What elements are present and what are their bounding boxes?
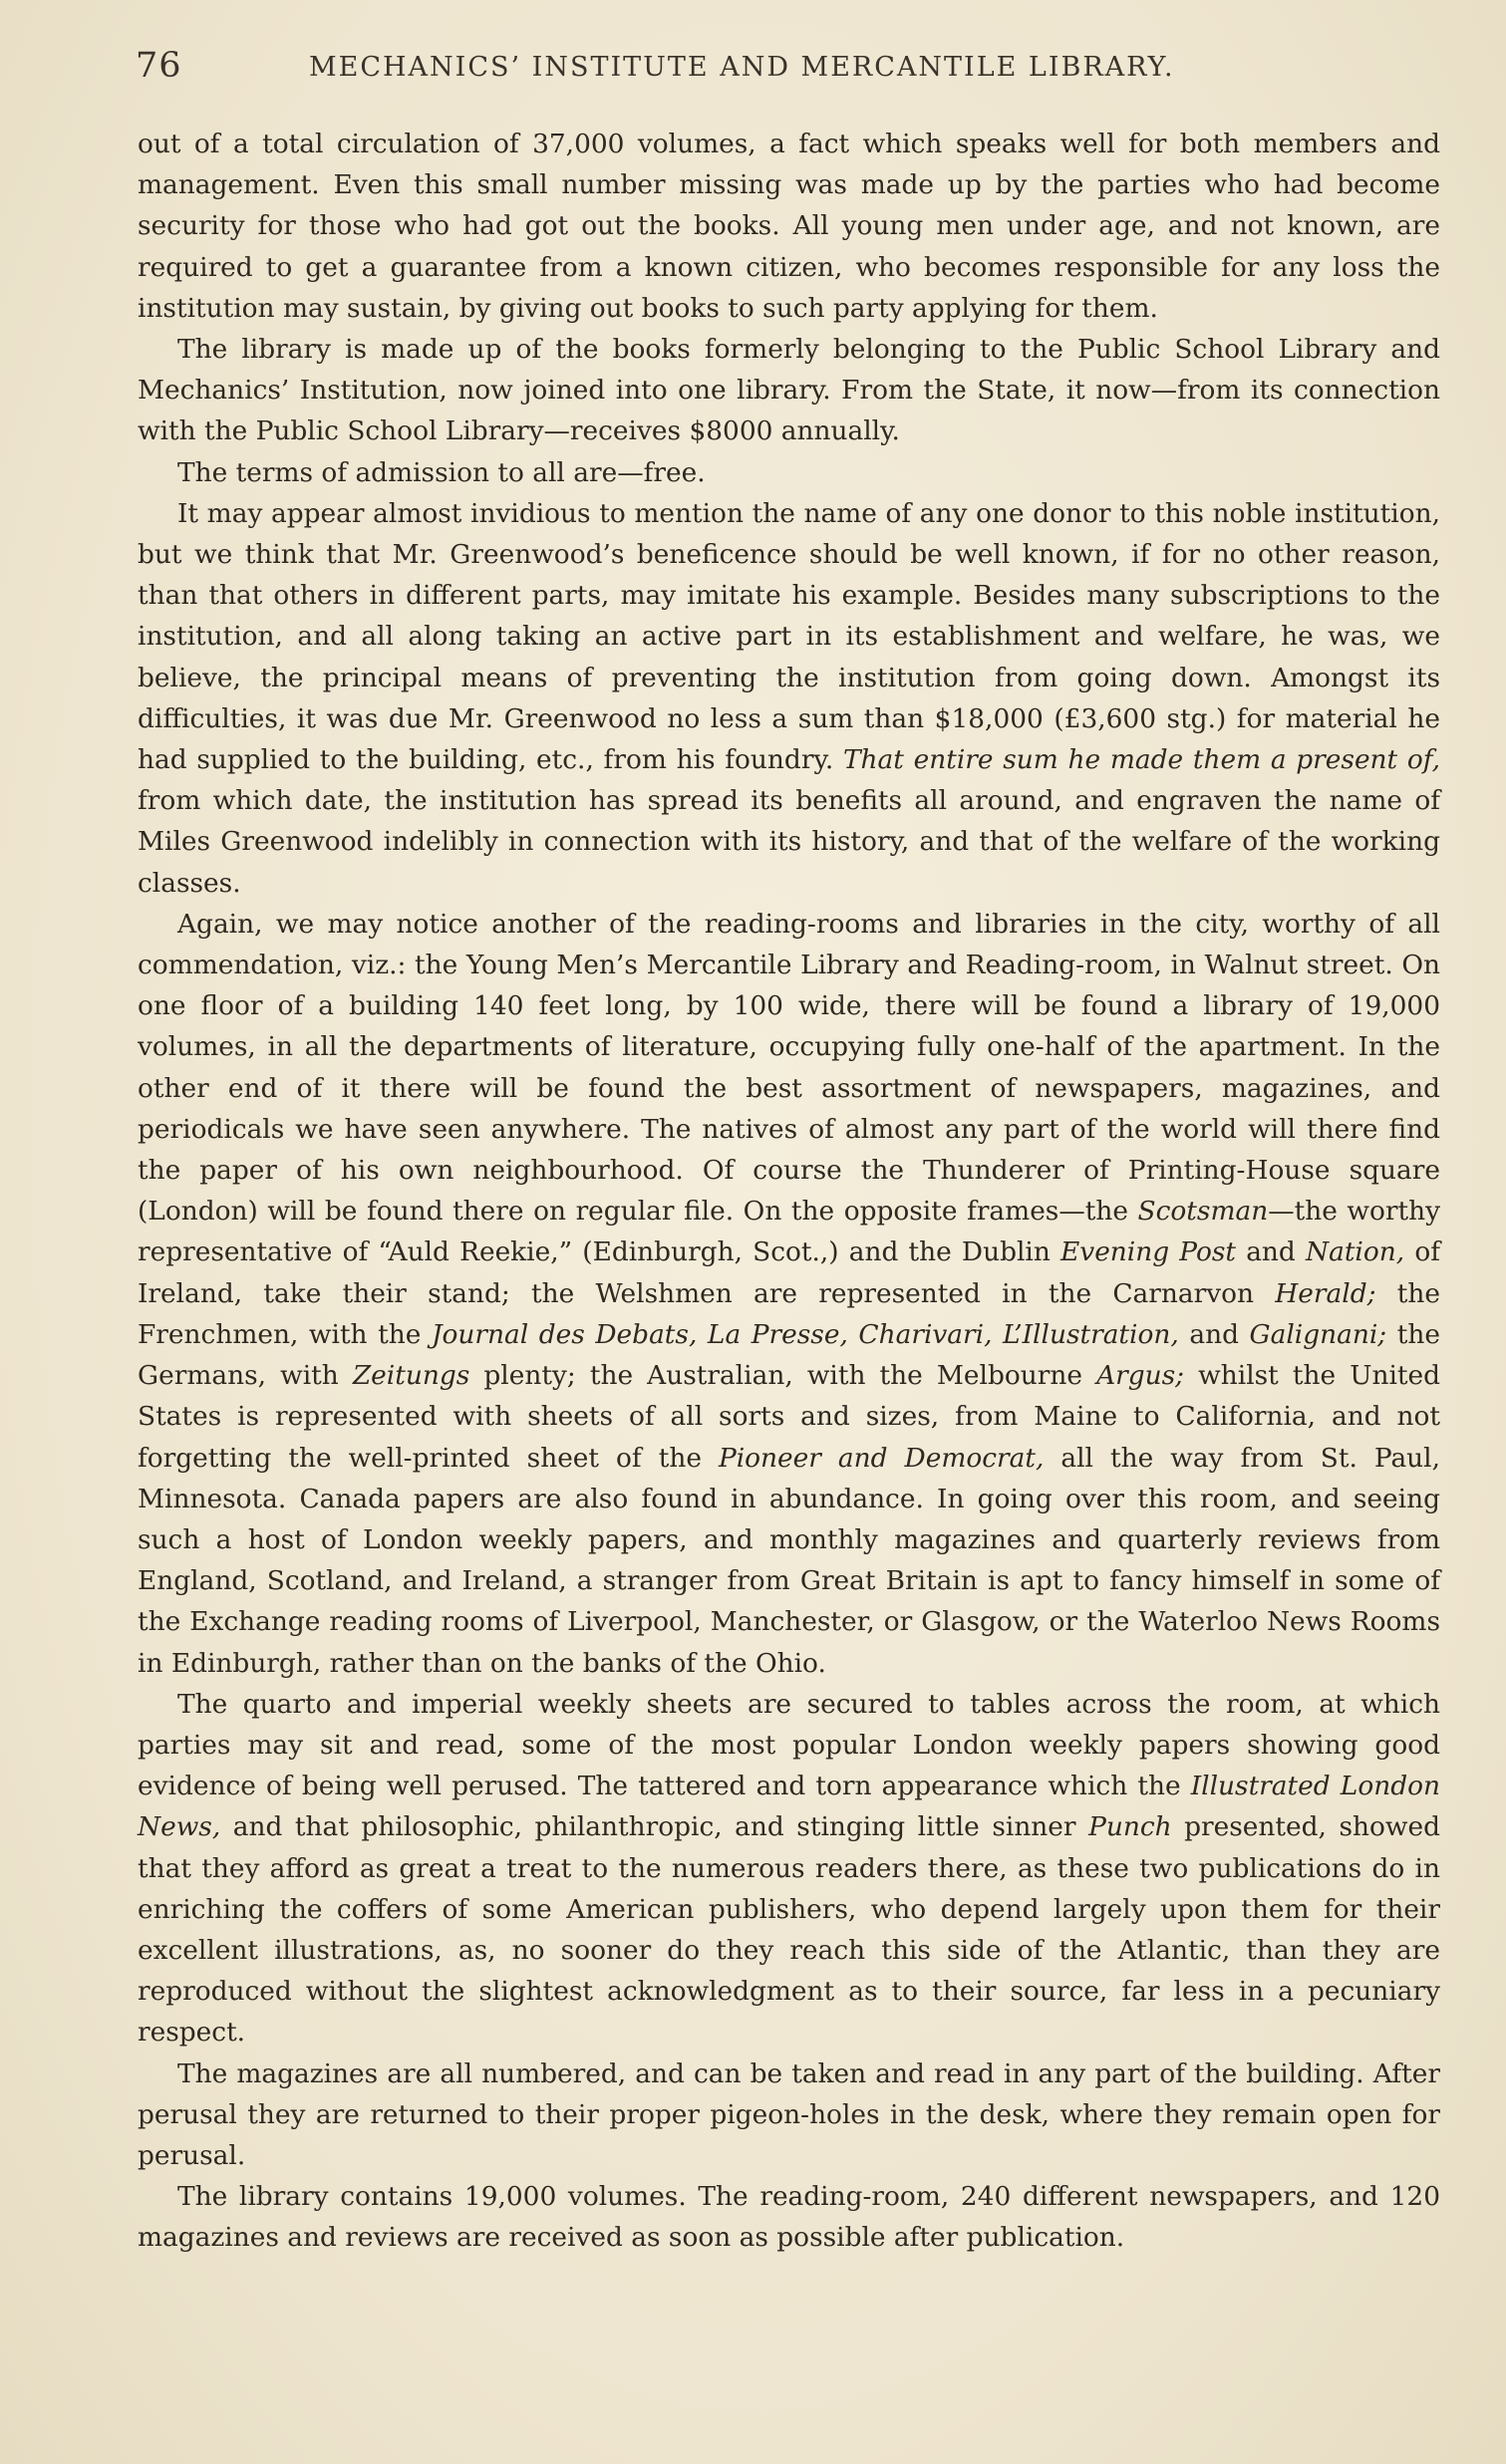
italic-title-text: Argus; [1096,1360,1185,1392]
italic-title-text: Nation, [1306,1236,1405,1268]
paragraph [138,329,1440,452]
paragraph-text: the Frenchmen, with the [138,1277,1441,1350]
paragraph-text: out of a total circulation of 37,000 volumes, a fact which speaks well for both members and management. Even this small number missing was made up by the parties who had become security for those who had got out the books. All young men under age, and not known, are required to get a guarantee from a known citizen, who becomes responsible for any loss the institution may sustain, by giving out books to such party applying for them. [138,129,1440,324]
paragraph-text: and [1178,1318,1250,1350]
paragraph-text: and that philosophic, philanthropic, and stinging little sinner [220,1811,1089,1843]
paragraph [138,124,1440,329]
italic-title-text: Zeitungs [352,1360,470,1392]
page-number: 76 [136,46,182,86]
paragraph [138,493,1440,904]
paragraph [138,2176,1440,2258]
paragraph-text: Again, we may notice another of the reading-rooms and libraries in the city, worthy of all commendation, viz.: the Young Men’s Mercantile Library and Reading-room, in Walnut street. On one floor of a building 140 feet long, by 100 wide, there will be found a library of 19,000 volumes, in all the departments of literature, occupying fully one-half of the apartment. In the other end of it there will be found the best assortment of newspapers, magazines, and periodicals we have seen anywhere. The natives of almost any part of the world will there find the paper of his own neighbourhood. Of course the Thunderer of Printing-House square (London) will be found there on regular file. On the opposite frames—the [138,908,1440,1228]
paragraph [138,2053,1440,2177]
running-title: MECHANICS’ INSTITUTE AND MERCANTILE LIBRARY. [309,52,1175,83]
italic-title-text: Herald; [1275,1277,1376,1309]
body-text [138,124,1440,2259]
italic-title-text: Galignani; [1249,1318,1387,1350]
paragraph-text: presented, showed that they afford as great a treat to the numerous readers there, as these two publications do in enriching the coffers of some American publishers, who depend largely upon them for their excellent illustrations, as, no sooner do they reach this side of the Atlantic, than they are reproduced without the slightest acknowledgment as to their source, far less in a pecuniary respect. [138,1811,1440,2049]
paragraph-text: the Germans, with [138,1318,1440,1392]
paragraph-text: —the worthy representative of “Auld Reekie,” (Edinburgh, Scot.,) and the Dublin [138,1196,1440,1268]
italic-title-text: Punch [1088,1811,1172,1843]
paragraph-text: and [1236,1236,1306,1268]
paragraph-text: The terms of admission to all are—free. [177,456,706,488]
italic-title-text: That entire sum he made them a present of, [842,744,1440,776]
paragraph-text: The magazines are all numbered, and can be taken and read in any part of the building. After perusal they are returned to their proper pigeon-holes in the desk, where they remain open for perusal. [138,2057,1440,2171]
italic-title-text: Scotsman [1137,1196,1269,1228]
italic-title-text: Journal des Debats, La Presse, Charivari, L’Illustration, [431,1318,1179,1350]
paragraph-text: of Ireland, take their stand; the Welshmen are represented in the Carnarvon [138,1236,1440,1309]
paragraph-text: The library contains 19,000 volumes. The reading-room, 240 different newspapers, and 120 magazines and reviews are received as soon as possible after publication. [138,2181,1440,2254]
paragraph-text: all the way from St. Paul, Minnesota. Canada papers are also found in abundance. In going over this room, and seeing such a host of London weekly papers, and monthly magazines and quarterly reviews from England, Scotland, and Ireland, a stranger from Great Britain is apt to fancy himself in some of the Exchange reading rooms of Liverpool, Manchester, or Glasgow, or the Waterloo News Rooms in Edinburgh, rather than on the banks of the Ohio. [138,1442,1441,1679]
paragraph-text: plenty; the Australian, with the Melbourne [469,1360,1097,1392]
paragraph [138,1684,1440,2053]
page-header [136,46,1282,96]
paragraph-text: The quarto and imperial weekly sheets are secured to tables across the room, at which parties may sit and read, some of the most popular London weekly papers showing good evidence of being well perused. The tattered and torn appearance which the [138,1688,1440,1802]
paragraph [138,452,1440,493]
italic-title-text: Evening Post [1060,1236,1237,1268]
italic-title-text: Pioneer and Democrat, [718,1442,1045,1474]
paragraph-text: from which date, the institution has spread its benefits all around, and engraven the name of Miles Greenwood indelibly in connection with its history, and that of the welfare of the working classes. [138,785,1440,899]
paragraph-text: It may appear almost invidious to mention the name of any one donor to this noble institution, but we think that Mr. Greenwood’s beneficence should be well known, if for no other reason, than that others in different parts, may imitate his example. Besides many subscriptions to the institution, and all along taking an active part in its establishment and welfare, he was, we believe, the principal means of preventing the institution from going down. Amongst its difficulties, it was due Mr. Greenwood no less a sum than $18,000 (£3,600 stg.) for material he had supplied to the building, etc., from his foundry. [138,497,1440,776]
paragraph [138,904,1440,1684]
italic-title-text: Illustrated London News, [138,1771,1440,1843]
paragraph-text: whilst the United States is represented with sheets of all sorts and sizes, from Maine to California, and not forgetting the well-printed sheet of the [138,1360,1440,1474]
paragraph-text: The library is made up of the books formerly belonging to the Public School Library and Mechanics’ Institution, now joined into one library. From the State, it now—from its connection with the Public School Library—receives $8000 annually. [138,334,1440,447]
